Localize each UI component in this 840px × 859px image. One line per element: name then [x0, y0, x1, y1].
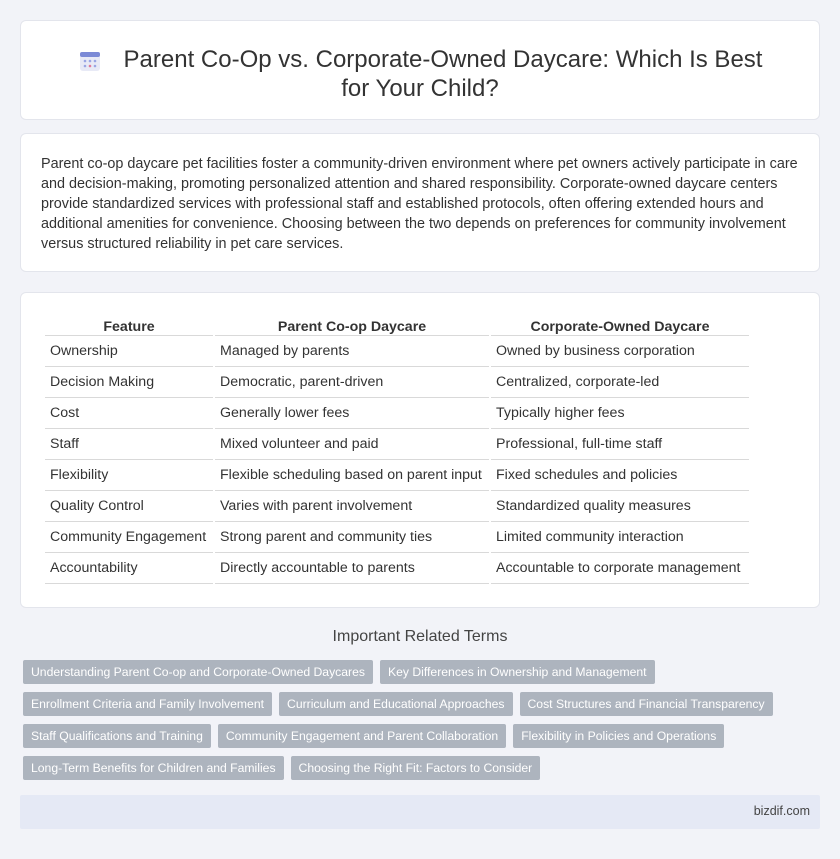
feature-cell: Decision Making — [45, 367, 213, 398]
corporate-cell: Fixed schedules and policies — [491, 460, 749, 491]
feature-cell: Accountability — [45, 553, 213, 584]
tag-row — [23, 692, 813, 716]
calendar-icon — [78, 49, 102, 73]
corporate-cell: Centralized, corporate-led — [491, 367, 749, 398]
table-row — [45, 429, 749, 460]
table-row — [45, 522, 749, 553]
comparison-card — [20, 292, 820, 608]
table-row — [45, 336, 749, 367]
column-header-corporate: Corporate-Owned Daycare — [491, 315, 749, 336]
corporate-cell: Accountable to corporate management — [491, 553, 749, 584]
corporate-cell: Professional, full-time staff — [491, 429, 749, 460]
footer-site-link[interactable]: bizdif.com — [753, 804, 810, 818]
feature-cell: Cost — [45, 398, 213, 429]
title-wrap — [61, 45, 779, 103]
table-header-row — [45, 315, 749, 336]
footer-bar — [20, 795, 820, 829]
column-header-feature: Feature — [45, 315, 213, 336]
parent-coop-cell: Directly accountable to parents — [215, 553, 489, 584]
page-title: Parent Co-Op vs. Corporate-Owned Daycare: Which Is Best for Your Child? — [123, 46, 763, 102]
related-term-tag[interactable]: Enrollment Criteria and Family Involvement — [23, 692, 272, 716]
comparison-table — [43, 315, 751, 584]
table-row — [45, 460, 749, 491]
related-term-tag[interactable]: Curriculum and Educational Approaches — [279, 692, 512, 716]
related-term-tag[interactable]: Key Differences in Ownership and Management — [380, 660, 655, 684]
table-row — [45, 367, 749, 398]
tag-row — [23, 660, 813, 684]
parent-coop-cell: Managed by parents — [215, 336, 489, 367]
header-card — [20, 20, 820, 120]
feature-cell: Flexibility — [45, 460, 213, 491]
tag-row — [23, 756, 813, 780]
column-header-parent-coop: Parent Co-op Daycare — [215, 315, 489, 336]
parent-coop-cell: Democratic, parent-driven — [215, 367, 489, 398]
related-term-tag[interactable]: Flexibility in Policies and Operations — [513, 724, 724, 748]
table-row — [45, 398, 749, 429]
table-row — [45, 553, 749, 584]
intro-paragraph: Parent co-op daycare pet facilities foster a community-driven environment where pet owners actively participate in care and decision-making, promoting personalized attention and shared responsibility. Corporate-owned daycare centers provide standardized services with professional staff and established protocols, often offering extended hours and additional amenities for convenience. Choosing between the two depends on preferences for community involvement versus structured reliability in pet care services. — [41, 156, 798, 252]
related-term-tag[interactable]: Community Engagement and Parent Collaboration — [218, 724, 506, 748]
related-terms-heading: Important Related Terms — [332, 628, 508, 645]
parent-coop-cell: Varies with parent involvement — [215, 491, 489, 522]
parent-coop-cell: Flexible scheduling based on parent input — [215, 460, 489, 491]
related-term-tag[interactable]: Cost Structures and Financial Transparency — [520, 692, 773, 716]
feature-cell: Quality Control — [45, 491, 213, 522]
parent-coop-cell: Mixed volunteer and paid — [215, 429, 489, 460]
corporate-cell: Typically higher fees — [491, 398, 749, 429]
corporate-cell: Owned by business corporation — [491, 336, 749, 367]
feature-cell: Staff — [45, 429, 213, 460]
related-term-tag[interactable]: Understanding Parent Co-op and Corporate-Owned Daycares — [23, 660, 373, 684]
parent-coop-cell: Generally lower fees — [215, 398, 489, 429]
corporate-cell: Standardized quality measures — [491, 491, 749, 522]
tag-row — [23, 724, 813, 748]
related-terms-tags — [23, 660, 813, 788]
parent-coop-cell: Strong parent and community ties — [215, 522, 489, 553]
related-term-tag[interactable]: Long-Term Benefits for Children and Families — [23, 756, 284, 780]
feature-cell: Ownership — [45, 336, 213, 367]
related-term-tag[interactable]: Choosing the Right Fit: Factors to Consider — [291, 756, 541, 780]
corporate-cell: Limited community interaction — [491, 522, 749, 553]
table-row — [45, 491, 749, 522]
related-term-tag[interactable]: Staff Qualifications and Training — [23, 724, 211, 748]
feature-cell: Community Engagement — [45, 522, 213, 553]
intro-card — [20, 133, 820, 272]
